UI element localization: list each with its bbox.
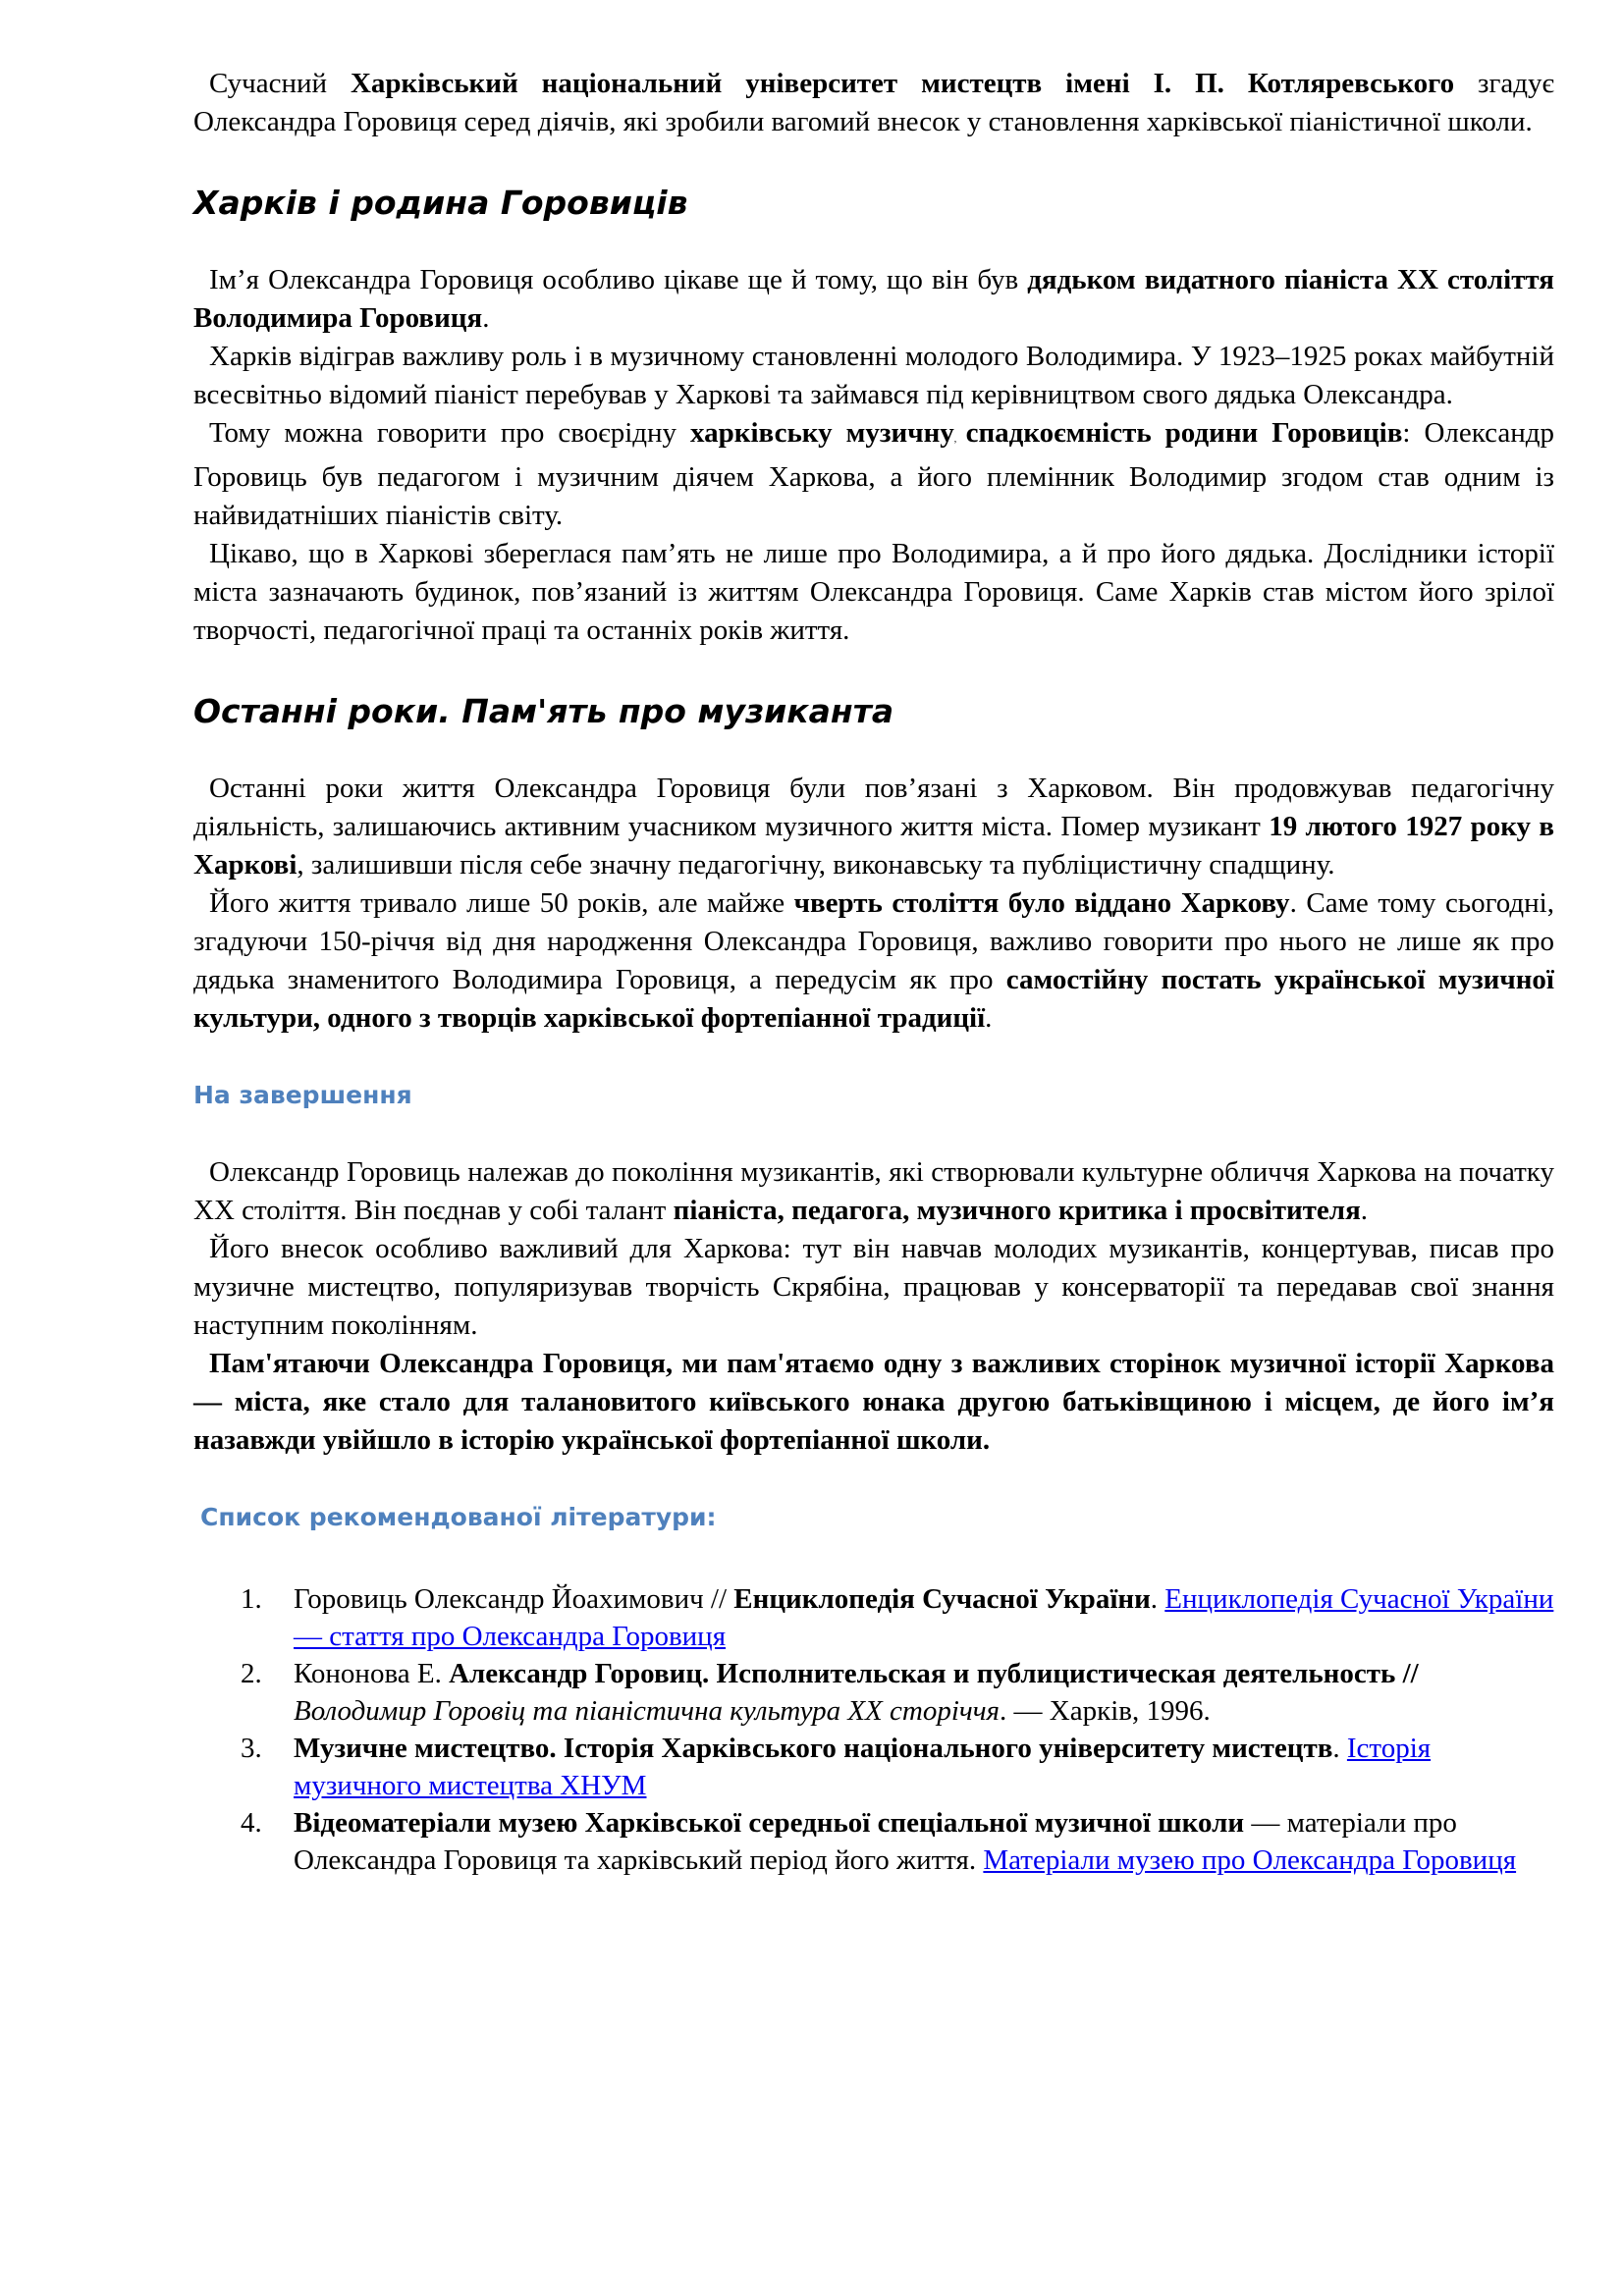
section1-paragraph-1: Ім’я Олександра Горовиця особливо цікаве ще й тому, що він був дядьком видатного піаніста XX століття Володимира Горовиця. <box>193 264 1554 334</box>
section3-paragraph-3: Пам'ятаючи Олександра Горовиця, ми пам'ятаємо одну з важливих сторінок музичної історії Харкова — міста, яке стало для талановитого київського юнака другою батьківщиною і місцем, де його ім’я назавжди увійшло в історію української фортепіанної школи. <box>193 1348 1554 1456</box>
list-item: 1. Горовиць Олександр Йоахимович // Енциклопедія Сучасної України. Енциклопедія Сучасної України — стаття про Олександра Горовиця <box>241 1583 1554 1652</box>
intro-paragraph <box>193 65 1554 141</box>
list-item: 2. Кононова Е. Александр Горовиц. Исполнительская и публицистическая деятельность // Володимир Горовiц та піаністична культура XX сторіччя. — Харків, 1996. <box>241 1658 1419 1727</box>
emphasis-death-date: 19 лютого 1927 року в Харкові <box>193 811 1554 881</box>
emphasis-cultural-figure: самостійну постать української музичної культури, одного з творців харківської фортепіанної традиції <box>193 964 1554 1034</box>
reference-link[interactable]: Матеріали музею про Олександра Горовиця <box>983 1844 1517 1876</box>
section2-paragraph-1: Останні роки життя Олександра Горовиця були пов’язані з Харковом. Він продовжував педагогічну діяльність, залишаючись активним учасником музичного життя міста. Помер музикант 19 лютого 1927 року в Харкові, залишивши після себе значну педагогічну, виконавську та публіцистичну спадщину. <box>193 773 1554 881</box>
section1-paragraph-4: Цікаво, що в Харкові збереглася пам’ять не лише про Володимира, а й про його дядька. Дослідники історії міста зазначають будинок, пов’язаний із життям Олександра Горовиця. Саме Харків став містом його зрілої творчості, педагогічної праці та останніх років життя. <box>193 538 1554 646</box>
reference-link[interactable]: Історія музичного мистецтва ХНУМ <box>294 1733 1432 1801</box>
university-name: Харківський національний університет мистецтв імені І. П. Котляревського <box>350 68 1455 99</box>
section3-paragraph-2: Його внесок особливо важливий для Харкова: тут він навчав молодих музикантів, концертував, писав про музичне мистецтво, популяризував творчість Скрябіна, працював у консерваторії та передавав свої знання наступним поколінням. <box>193 1233 1554 1341</box>
section3-paragraph-1: Олександр Горовиць належав до покоління музикантів, які створювали культурне обличчя Харкова на початку XX століття. Він поєднав у собі талант піаніста, педагога, музичного критика і просвітителя. <box>193 1156 1554 1226</box>
reference-link[interactable]: Енциклопедія Сучасної України — стаття про Олександра Горовиця <box>294 1583 1554 1652</box>
section-heading-last-years: Останні роки. Пам'ять про музиканта <box>193 692 894 730</box>
list-item: 4. Відеоматеріали музею Харківської середньої спеціальної музичної школи — матеріали про Олександра Горовиця та харківський період його життя. Матеріали музею про Олександра Горовиця <box>241 1807 1517 1876</box>
references-heading: Список рекомендованої літератури: <box>200 1503 717 1531</box>
list-item: 3. Музичне мистецтво. Історія Харківського національного університету мистецтв. Історія музичного мистецтва ХНУМ <box>241 1733 1432 1801</box>
section1-paragraph-3: Тому можна говорити про своєрідну харківську музичну, спадкоємність родини Горовиців: Олександр Горовиць був педагогом і музичним діячем Харкова, а його племінник Володимир згодом став одним із найвидатніших піаністів світу. <box>193 417 1555 531</box>
section1-paragraph-2: Харків відіграв важливу роль і в музичному становленні молодого Володимира. У 1923–1925 роках майбутній всесвітньо відомий піаніст перебував у Харкові та займався під керівництвом свого дядька Олександра. <box>193 341 1554 410</box>
intro-text: Сучасний <box>209 68 351 99</box>
references-list <box>193 1580 1554 1879</box>
emphasis-uncle: дядьком видатного піаніста XX століття Володимира Горовиця <box>193 264 1554 334</box>
section2-paragraph-2: Його життя тривало лише 50 років, але майже чверть століття було віддано Харкову. Саме тому сьогодні, згадуючи 150-річчя від дня народження Олександра Горовиця, важливо говорити про нього не лише як про дядька знаменитого Володимира Горовиця, а передусім як про самостійну постать української музичної культури, одного з творців харківської фортепіанної традиції. <box>193 887 1554 1034</box>
section-heading-kharkiv-family: Харків і родина Горовиців <box>193 184 688 222</box>
emphasis-family-continuity: спадкоємність родини Горовиців <box>965 417 1403 449</box>
section-heading-conclusion: На завершення <box>193 1081 412 1109</box>
intro-text-end: згадує Олександра Горовиця серед діячів, які зробили вагомий внесок у становлення харківської піаністичної школи. <box>193 68 1554 137</box>
